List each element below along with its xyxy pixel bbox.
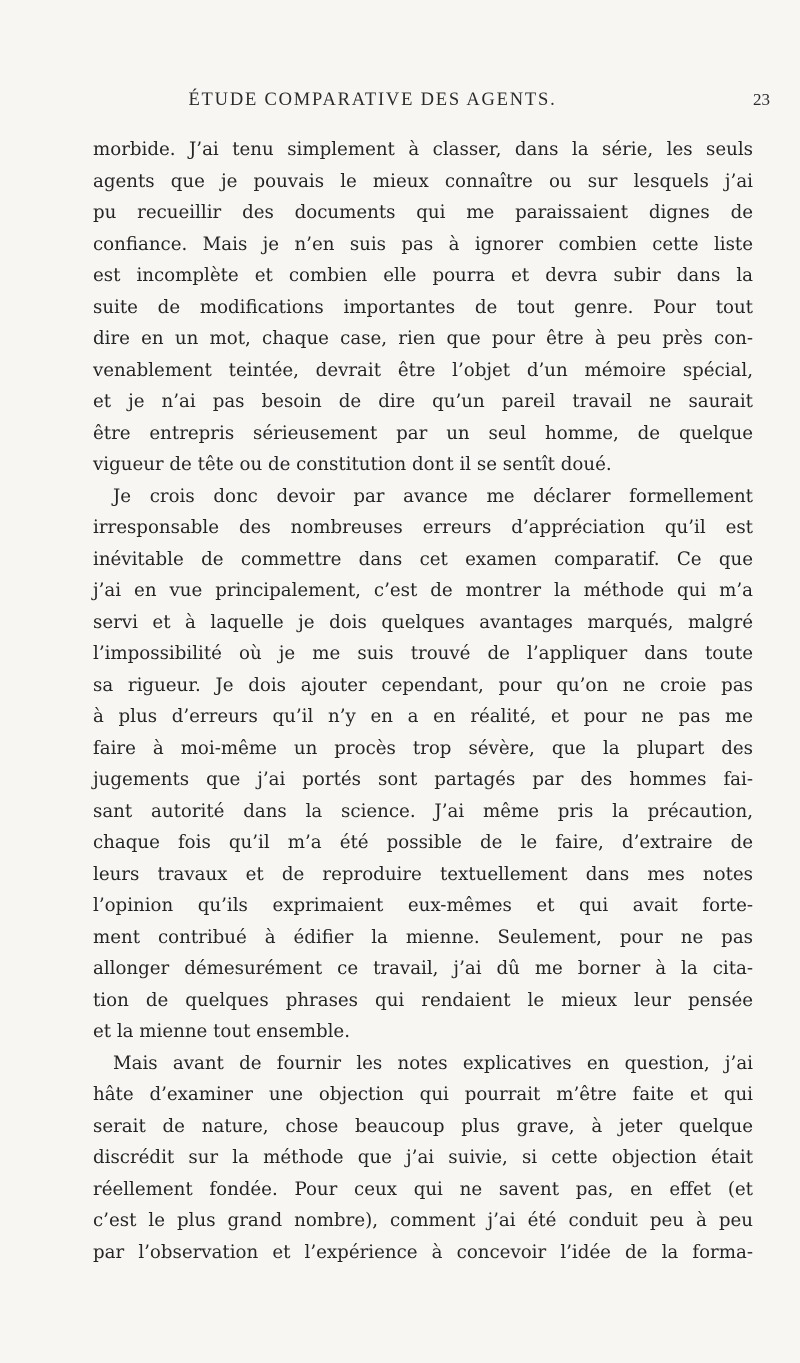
running-title: ÉTUDE COMPARATIVE DES AGENTS. bbox=[188, 90, 557, 110]
text-line: à plus d’erreurs qu’il n’y en a en réalité, et pour ne pas me bbox=[93, 706, 753, 727]
text-line: confiance. Mais je n’en suis pas à ignorer combien cette liste bbox=[93, 233, 753, 255]
text-line: inévitable de commettre dans cet examen comparatif. Ce que bbox=[93, 548, 753, 570]
running-head bbox=[0, 90, 800, 116]
text-line: discrédit sur la méthode que j’ai suivie, si cette objection était bbox=[93, 1147, 753, 1168]
text-line: être entrepris sérieusement par un seul homme, de quelque bbox=[93, 422, 753, 444]
text-line: jugements que j’ai portés sont partagés par des hommes fai- bbox=[93, 769, 753, 790]
text-line: suite de modifications importantes de tout genre. Pour tout bbox=[93, 296, 753, 318]
text-line: et je n’ai pas besoin de dire qu’un pareil travail ne saurait bbox=[93, 391, 753, 412]
text-line: l’opinion qu’ils exprimaient eux-mêmes et qui avait forte- bbox=[93, 895, 753, 916]
text-line: est incomplète et combien elle pourra et devra subir dans la bbox=[93, 265, 753, 286]
text-line: servi et à laquelle je dois quelques avantages marqués, malgré bbox=[93, 611, 753, 633]
text-line: sa rigueur. Je dois ajouter cependant, pour qu’on ne croie pas bbox=[93, 674, 753, 696]
text-line: vigueur de tête ou de constitution dont il se sentît doué. bbox=[93, 454, 612, 475]
page-number: 23 bbox=[753, 90, 770, 109]
text-line: et la mienne tout ensemble. bbox=[93, 1021, 350, 1042]
text-line: irresponsable des nombreuses erreurs d’appréciation qu’il est bbox=[93, 517, 753, 538]
text-line: Je crois donc devoir par avance me déclarer formellement bbox=[113, 485, 753, 507]
text-line: chaque fois qu’il m’a été possible de le faire, d’extraire de bbox=[93, 832, 753, 853]
text-line: allonger démesurément ce travail, j’ai dû me borner à la cita- bbox=[93, 958, 753, 979]
text-line: pu recueillir des documents qui me paraissaient dignes de bbox=[93, 202, 753, 223]
text-line: l’impossibilité où je me suis trouvé de l’appliquer dans toute bbox=[93, 643, 753, 664]
text-line: ment contribué à édifier la mienne. Seulement, pour ne pas bbox=[93, 926, 753, 948]
body-text bbox=[93, 134, 753, 1268]
text-line: agents que je pouvais le mieux connaître ou sur lesquels j’ai bbox=[93, 170, 753, 192]
text-line: hâte d’examiner une objection qui pourrait m’être faite et qui bbox=[93, 1084, 753, 1105]
text-line: leurs travaux et de reproduire textuellement dans mes notes bbox=[93, 863, 753, 885]
text-line: réellement fondée. Pour ceux qui ne savent pas, en effet (et bbox=[93, 1178, 753, 1200]
text-line: morbide. J’ai tenu simplement à classer, dans la série, les seuls bbox=[93, 139, 753, 160]
text-line: c’est le plus grand nombre), comment j’ai été conduit peu à peu bbox=[93, 1210, 753, 1231]
text-line: dire en un mot, chaque case, rien que pour être à peu près con- bbox=[93, 328, 753, 349]
text-line: venablement teintée, devrait être l’objet d’un mémoire spécial, bbox=[93, 359, 753, 381]
text-line: j’ai en vue principalement, c’est de montrer la méthode qui m’a bbox=[93, 580, 753, 601]
text-line: tion de quelques phrases qui rendaient le mieux leur pensée bbox=[93, 989, 753, 1011]
text-line: sant autorité dans la science. J’ai même pris la précaution, bbox=[93, 800, 753, 822]
text-line: serait de nature, chose beaucoup plus grave, à jeter quelque bbox=[93, 1115, 753, 1137]
text-line: Mais avant de fournir les notes explicatives en question, j’ai bbox=[113, 1052, 753, 1074]
text-line: faire à moi-même un procès trop sévère, que la plupart des bbox=[93, 737, 753, 759]
text-line: par l’observation et l’expérience à concevoir l’idée de la forma- bbox=[93, 1241, 753, 1263]
